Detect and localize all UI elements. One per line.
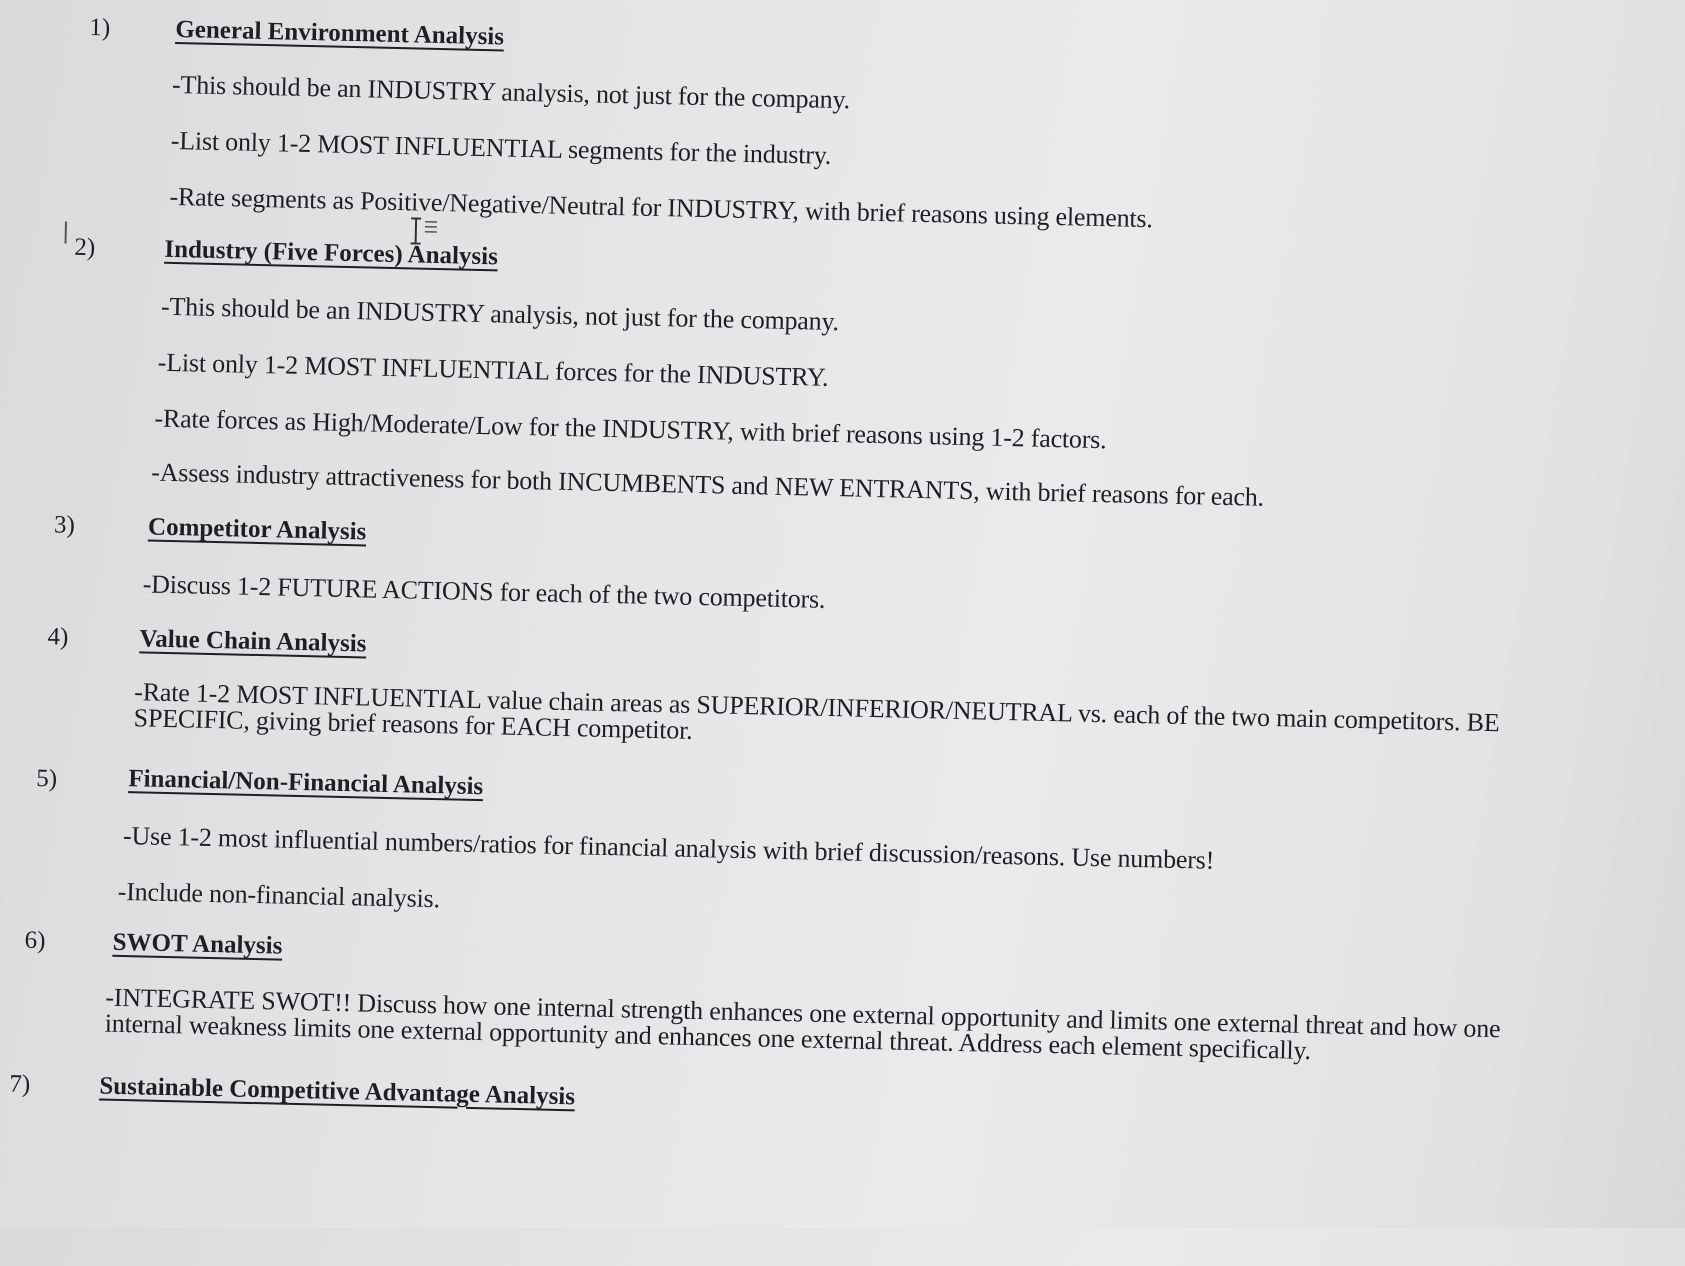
section-heading: Industry (Five Forces) Analysis bbox=[164, 235, 499, 271]
section-number: 4) bbox=[47, 623, 69, 651]
section-number: 6) bbox=[24, 926, 46, 955]
section-line: -Assess industry attractiveness for both INCUMBENTS and NEW ENTRANTS, with brief reasons for each. bbox=[151, 457, 1265, 512]
section-heading: General Environment Analysis bbox=[175, 15, 505, 51]
section-paragraph: -INTEGRATE SWOT!! Discuss how one internal strength enhances one external opportunity and limits one external threat and how one internal weakness limits one external opportunity and enhances one external threat. Address each element specifically. bbox=[104, 982, 1501, 1066]
section-number: 7) bbox=[9, 1070, 31, 1098]
section-line: -This should be an INDUSTRY analysis, not just for the company. bbox=[171, 69, 851, 115]
section-line: -Use 1-2 most influential numbers/ratios for financial analysis with brief discussion/reasons. Use numbers! bbox=[122, 821, 1215, 875]
section-1 bbox=[0, 0, 1640, 234]
section-paragraph: -Rate 1-2 MOST INFLUENTIAL value chain areas as SUPERIOR/INFERIOR/NEUTRAL vs. each of the two main competitors. BE SPECIFIC, giving brief reasons for EACH competitor. bbox=[133, 677, 1500, 745]
section-line: -List only 1-2 MOST INFLUENTIAL forces for the INDUSTRY. bbox=[157, 347, 829, 392]
margin-indicator bbox=[64, 222, 66, 244]
section-heading: Sustainable Competitive Advantage Analysis bbox=[99, 1072, 576, 1111]
section-number: 1) bbox=[89, 14, 111, 42]
section-line: -Rate forces as High/Moderate/Low for the INDUSTRY, with brief reasons using 1-2 factors. bbox=[154, 403, 1107, 455]
section-line: -This should be an INDUSTRY analysis, not just for the company. bbox=[160, 291, 840, 337]
section-heading: Financial/Non-Financial Analysis bbox=[128, 765, 484, 801]
section-number: 2) bbox=[74, 233, 96, 262]
section-number: 5) bbox=[36, 765, 58, 793]
section-heading: Value Chain Analysis bbox=[139, 625, 367, 658]
section-line: -Discuss 1-2 FUTURE ACTIONS for each of the two competitors. bbox=[142, 569, 826, 614]
section-line: -List only 1-2 MOST INFLUENTIAL segments for the industry. bbox=[170, 125, 832, 170]
section-line: -Include non-financial analysis. bbox=[117, 876, 441, 914]
section-line: -Rate segments as Positive/Negative/Neutral for INDUSTRY, with brief reasons using elements. bbox=[169, 181, 1154, 234]
section-number: 3) bbox=[53, 511, 76, 539]
section-heading: Competitor Analysis bbox=[147, 513, 367, 546]
section-heading: SWOT Analysis bbox=[112, 928, 283, 960]
